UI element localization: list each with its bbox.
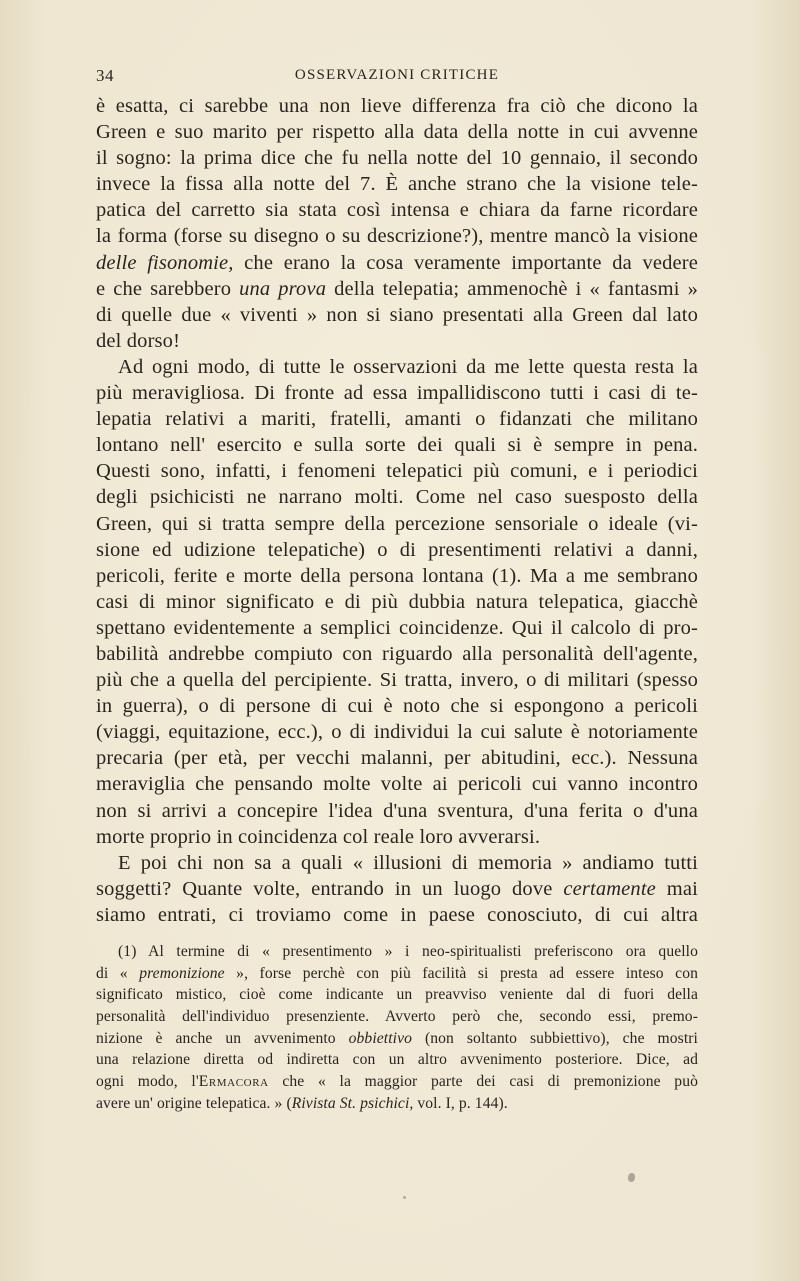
text-line: morte proprio in coincidenza col reale loro avverarsi. xyxy=(96,825,541,848)
text-line: Ad ogni modo, di tutte le osservazioni da me lette questa resta la xyxy=(118,355,698,378)
text-line: sione ed udizione telepatiche) o di presentimenti relativi a danni, xyxy=(96,538,698,561)
text-run: (non soltanto subbiettivo), che mostri xyxy=(412,1029,698,1047)
text-line: lontano nell' esercito e sulla sorte dei quali si è sempre in pena. xyxy=(96,434,698,457)
text-line xyxy=(96,276,698,302)
text-line: patica del carretto sia stata così intensa e chiara da farne ricordare xyxy=(96,199,698,222)
italic-phrase: certamente xyxy=(563,877,656,900)
italic-phrase: delle fisonomie, xyxy=(96,251,234,274)
text-line xyxy=(96,250,698,276)
footnote-line xyxy=(96,1028,698,1050)
text-line: la forma (forse su disegno o su descrizione?), mentre mancò la visione xyxy=(96,225,698,248)
text-run: della telepatia; ammenochè i « fantasmi » xyxy=(326,277,698,300)
page-header xyxy=(96,66,698,88)
footnote-line xyxy=(96,1093,698,1115)
text-line: (viaggi, equitazione, ecc.), o di individui la cui salute è notoriamente xyxy=(96,721,698,744)
text-line: Green, qui si tratta sempre della percezione sensoriale o ideale (vi- xyxy=(96,512,698,535)
text-line: in guerra), o di persone di cui è noto che si espongono a pericoli xyxy=(96,695,698,718)
text-run: », forse perchè con più facilità si presta ad essere inteso con xyxy=(224,964,698,982)
author-name: Ermacora xyxy=(198,1073,269,1091)
text-run: che erano la cosa veramente importante da vedere xyxy=(233,251,698,274)
text-line: di quelle due « viventi » non si siano presentati alla Green dal lato xyxy=(96,303,698,326)
text-run: avere un' origine telepatica. » ( xyxy=(96,1094,292,1112)
text-run: di « xyxy=(96,964,140,982)
text-line: invece la fissa alla notte del 7. È anche strano che la visione tele- xyxy=(96,173,698,196)
ink-blemish xyxy=(628,1173,635,1182)
footnote-line xyxy=(96,963,698,985)
text-line: precaria (per età, per vecchi malanni, per abitudini, ecc.). Nessuna xyxy=(96,747,698,770)
text-run: mai xyxy=(655,877,698,900)
footnote-line: una relazione diretta od indiretta con un altro avvenimento posteriore. Dice, ad xyxy=(96,1051,698,1069)
footnote-line: (1) Al termine di « presentimento » i neo-spiritualisti preferiscono ora quello xyxy=(118,943,698,960)
text-line: più che a quella del percipiente. Si tratta, invero, o di militari (spesso xyxy=(96,669,698,692)
text-run: soggetti? Quante volte, entrando in un luogo dove xyxy=(96,877,564,900)
text-line: lepatia relativi a mariti, fratelli, amanti o fidanzati che militano xyxy=(96,408,698,431)
italic-phrase: obbiettivo xyxy=(348,1029,413,1047)
running-title: OSSERVAZIONI CRITICHE xyxy=(294,67,500,83)
italic-phrase: Rivista St. psichici, xyxy=(291,1094,414,1112)
text-run: nizione è anche un avvenimento xyxy=(96,1029,349,1047)
text-line: più meravigliosa. Di fronte ad essa impallidiscono tutti i casi di te- xyxy=(96,382,698,405)
text-line: babilità andrebbe compiuto con riguardo alla personalità dell'agente, xyxy=(96,642,698,665)
italic-phrase: una prova xyxy=(239,277,327,300)
text-line: il sogno: la prima dice che fu nella notte del 10 gennaio, il secondo xyxy=(96,147,698,170)
footnote-line xyxy=(96,1071,698,1093)
text-line: pericoli, ferite e morte della persona lontana (1). Ma a me sembrano xyxy=(96,564,698,587)
footnote xyxy=(96,941,698,1115)
body-text xyxy=(96,93,698,928)
text-line: siamo entrati, ci troviamo come in paese conosciuto, di cui altra xyxy=(96,903,698,926)
text-run: vol. I, p. 144). xyxy=(413,1094,508,1112)
text-run: che « la maggior parte dei casi di premonizione può xyxy=(268,1073,698,1091)
text-line: meraviglia che pensando molte volte ai pericoli cui vanno incontro xyxy=(96,773,698,796)
text-line: non si arrivi a concepire l'idea d'una sventura, d'una ferita o d'una xyxy=(96,799,698,822)
text-line: Green e suo marito per rispetto alla data della notte in cui avvenne xyxy=(96,121,698,144)
text-line: E poi chi non sa a quali « illusioni di memoria » andiamo tutti xyxy=(118,851,698,874)
text-line: del dorso! xyxy=(96,329,181,352)
italic-phrase: premonizione xyxy=(139,964,225,982)
text-run: ogni modo, l' xyxy=(96,1073,199,1091)
text-line: spettano evidentemente a semplici coincidenze. Qui il calcolo di pro- xyxy=(96,616,698,639)
page-number: 34 xyxy=(96,66,114,85)
text-line: Questi sono, infatti, i fenomeni telepatici più comuni, e i periodici xyxy=(96,460,698,483)
text-line: degli psichicisti ne narrano molti. Come nel caso suesposto della xyxy=(96,486,698,509)
text-line xyxy=(96,876,698,902)
footnote-line: significato mistico, cioè come indicante un preavviso veniente dal di fuori della xyxy=(96,986,698,1004)
text-line: casi di minor significato e di più dubbia natura telepatica, giacchè xyxy=(96,590,698,613)
paper-speck xyxy=(403,1196,406,1199)
footnote-line: personalità dell'individuo presenziente. Avverto però che, secondo essi, premo- xyxy=(96,1008,698,1026)
text-run: e che sarebbero xyxy=(96,277,240,300)
text-line: è esatta, ci sarebbe una non lieve differenza fra ciò che dicono la xyxy=(96,95,698,117)
